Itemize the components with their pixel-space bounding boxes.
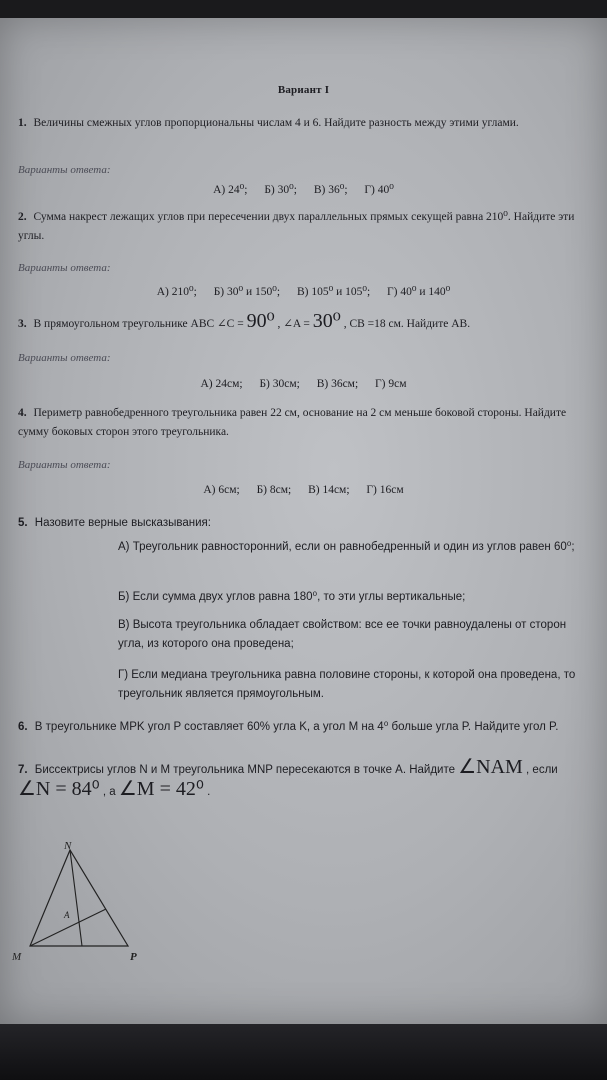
statement-a: А) Треугольник равносторонний, если он равнобедренный и один из углов равен 60⁰; [118, 541, 575, 553]
question-4-number: 4. [18, 407, 27, 419]
question-3 [18, 312, 593, 334]
angle-m-value: ∠M = 42⁰ [118, 778, 204, 800]
statement-b: Б) Если сумма двух углов равна 180⁰, то эти углы вертикальные; [118, 591, 466, 603]
question-3-text-c: , CB =18 см. Найдите AB. [343, 318, 471, 330]
question-6-number: 6. [18, 721, 28, 733]
answer-option: В) 105⁰ и 105⁰; [296, 286, 371, 298]
answer-option: Б) 8см; [256, 484, 292, 496]
answer-option: В) 36⁰; [313, 184, 348, 196]
angle-a-value: 30⁰ [312, 310, 341, 332]
question-3-answers-label: Варианты ответа: [18, 352, 111, 364]
question-3-answers [0, 378, 607, 390]
question-7-text-c: , а [102, 786, 116, 798]
triangle-mnp [30, 850, 128, 946]
answer-option: Г) 40⁰ [364, 184, 394, 196]
question-6 [18, 718, 593, 737]
question-2-answers [0, 284, 607, 298]
question-3-text-a: В прямоугольном треугольнике ABC ∠C = [33, 318, 244, 330]
question-5-text: Назовите верные высказывания: [34, 517, 211, 529]
angle-nam: ∠NAM [458, 756, 523, 778]
bisector-from-n [70, 850, 82, 946]
question-1-answers-label: Варианты ответа: [18, 164, 111, 176]
question-3-text-b: , ∠A = [277, 318, 310, 330]
answer-option: Г) 16см [366, 484, 404, 496]
question-4 [18, 404, 593, 442]
question-4-text: Периметр равнобедренного треугольника равен 22 см, основание на 2 см меньше боковой стороны. Найдите сумму боковых сторон этого треугольника. [18, 407, 567, 438]
answer-option: Б) 30⁰ и 150⁰; [213, 286, 281, 298]
question-4-answers-label: Варианты ответа: [18, 459, 111, 471]
answer-option: Г) 9см [375, 378, 407, 390]
question-2-number: 2. [18, 211, 27, 223]
statement-g: Г) Если медиана треугольника равна половине стороны, к которой она проведена, то треугольник является прямоугольным. [118, 669, 576, 700]
question-1-number: 1. [18, 117, 27, 129]
answer-option: Б) 30см; [259, 378, 300, 390]
answer-option: В) 14см; [308, 484, 350, 496]
answer-option: А) 24⁰; [213, 184, 248, 196]
answer-option: Г) 40⁰ и 140⁰ [387, 286, 451, 298]
question-6-text: В треугольнике MPK угол P составляет 60% угла K, а угол M на 4⁰ больше угла P. Найдите угол P. [34, 721, 559, 733]
question-7 [18, 758, 593, 802]
question-5-number: 5. [18, 517, 28, 529]
triangle-figure [8, 840, 158, 990]
question-5 [18, 514, 593, 533]
worksheet-paper [0, 18, 607, 1024]
answer-option: А) 24см; [200, 378, 243, 390]
answer-option: Б) 30⁰; [264, 184, 297, 196]
desk-surface [0, 1024, 607, 1080]
question-7-text-d: . [207, 786, 211, 798]
question-3-number: 3. [18, 318, 27, 330]
vertex-p-label: P [130, 951, 137, 963]
question-1-text: Величины смежных углов пропорциональны числам 4 и 6. Найдите разность между этими углами. [33, 117, 519, 129]
question-7-text-a: Биссектрисы углов N и M треугольника MNP пересекаются в точке A. Найдите [34, 764, 456, 776]
vertex-m-label: M [12, 951, 22, 963]
answer-option: В) 36см; [316, 378, 359, 390]
question-2 [18, 208, 593, 246]
question-1 [18, 114, 593, 133]
question-2-text: Сумма накрест лежащих углов при пересечении двух параллельных прямых секущей равна 210⁰. Найдите эти углы. [18, 211, 575, 242]
question-4-answers [0, 484, 607, 496]
statement-v: В) Высота треугольника обладает свойством: все ее точки равноудалены от сторон угла, из которого она проведена; [118, 619, 567, 650]
variant-title: Вариант I [277, 84, 330, 96]
question-2-answers-label: Варианты ответа: [18, 262, 111, 274]
question-7-text-b: , если [526, 764, 558, 776]
angle-c-value: 90⁰ [246, 310, 275, 332]
answer-option: А) 6см; [203, 484, 240, 496]
point-a-label: A [64, 910, 70, 920]
vertex-n-label: N [64, 840, 72, 852]
question-1-answers [0, 182, 607, 196]
question-7-number: 7. [18, 764, 28, 776]
answer-option: А) 210⁰; [156, 286, 197, 298]
angle-n-value: ∠N = 84⁰ [18, 778, 100, 800]
